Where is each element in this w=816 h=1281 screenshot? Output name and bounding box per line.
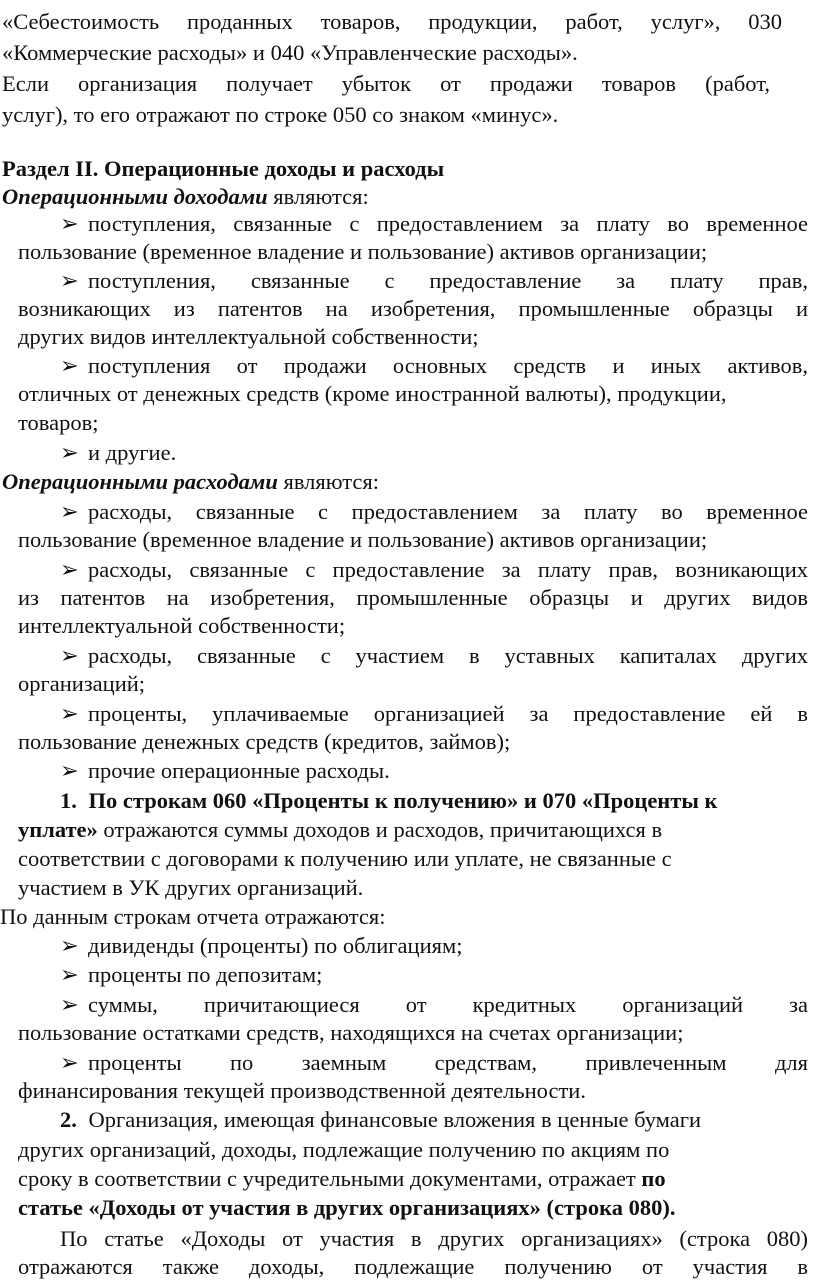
list-item [60,961,322,989]
subheading-rest: являются: [267,184,369,209]
list-item [60,991,808,1019]
text-line: товаров; [18,410,99,435]
arrow-bullet-icon: ➢ [60,557,79,582]
text-line: По данным строкам отчета отражаются: [0,904,386,929]
list-item-text: проценты, уплачиваемые организацией за предоставление ей в [88,701,808,726]
arrow-bullet-icon: ➢ [60,268,79,293]
text-line: «Себестоимость проданных товаров, продукции, работ, услуг», 030 [2,9,782,34]
list-item-text: проценты по депозитам; [88,962,323,987]
text-line: отличных от денежных средств (кроме иностранной валюты), продукции, [18,381,727,406]
text-line [18,816,662,844]
arrow-bullet-icon: ➢ [60,643,79,668]
arrow-bullet-icon: ➢ [60,933,79,958]
text-rest: отражаются суммы доходов и расходов, причитающихся в [97,817,663,842]
list-item [60,352,808,380]
arrow-bullet-icon: ➢ [60,499,79,524]
list-item [60,498,808,526]
arrow-bullet-icon: ➢ [60,211,79,236]
text-line: участием в УК других организаций. [18,875,364,900]
text-line: отражаются также доходы, подлежащие получению от участия в [18,1254,808,1279]
list-item-text: расходы, связанные с предоставлением за плату во временное [88,499,808,524]
arrow-bullet-icon: ➢ [60,440,79,465]
list-item [60,932,462,960]
bold-term: уплате» [18,817,98,842]
text-line: организаций; [18,671,146,696]
list-item-text: поступления, связанные с предоставление за плату прав, [88,268,808,293]
text-line: соответствии с договорами к получению или уплате, не связанные с [18,846,672,871]
list-item [60,210,808,238]
subheading-rest: являются: [277,469,379,494]
arrow-bullet-icon: ➢ [60,1050,79,1075]
arrow-bullet-icon: ➢ [60,992,79,1017]
subheading-line [2,468,379,496]
list-item-text: расходы, связанные с участием в уставных капиталах других [88,643,808,668]
text-line: возникающих из патентов на изобретения, промышленные образцы и [18,296,808,321]
list-item [60,757,390,785]
numbered-item [60,1106,701,1134]
text-line: других организаций, доходы, подлежащие получению по акциям по [18,1137,670,1162]
item-heading-text: По строкам 060 «Проценты к получению» и 070 «Проценты к [88,788,718,813]
text-line: пользование остатками средств, находящихся на счетах организации; [18,1020,684,1045]
arrow-bullet-icon: ➢ [60,353,79,378]
text-line: пользование (временное владение и пользование) активов организации; [18,527,708,552]
text-line: пользование денежных средств (кредитов, займов); [18,729,511,754]
text-line: из патентов на изобретения, промышленные образцы и других видов [18,585,808,610]
text-line: финансирования текущей производственной деятельности. [18,1078,586,1103]
list-item [60,439,176,467]
list-item [60,267,808,295]
text-line: По статье «Доходы от участия в других организациях» (строка 080) [60,1226,808,1251]
bold-line: статье «Доходы от участия в других организациях» (строка 080). [18,1195,676,1220]
subheading-line [2,183,369,211]
list-item [60,1049,808,1077]
item-number: 1. [60,788,77,813]
list-item-text: дивиденды (проценты) по облигациям; [88,933,463,958]
text-line [18,1165,666,1193]
list-item [60,642,808,670]
list-item [60,556,808,584]
text-line: «Коммерческие расходы» и 040 «Управленческие расходы». [2,40,578,65]
operating-expenses-term: Операционными расходами [2,469,278,494]
list-item-text: прочие операционные расходы. [88,758,390,783]
item-number: 2. [60,1107,77,1132]
list-item-text: поступления, связанные с предоставлением за плату во временное [88,211,808,236]
list-item-text: расходы, связанные с предоставление за плату прав, возникающих [88,557,808,582]
numbered-item-heading [60,787,717,815]
text-line: других видов интеллектуальной собственности; [18,324,479,349]
arrow-bullet-icon: ➢ [60,758,79,783]
bold-term: по [641,1166,666,1191]
text-line: пользование (временное владение и пользование) активов организации; [18,239,708,264]
list-item-text: проценты по заемным средствам, привлеченным для [88,1050,808,1075]
list-item-text: и другие. [88,440,177,465]
text-line: Если организация получает убыток от продажи товаров (работ, [2,71,770,96]
text-start: сроку в соответствии с учредительными документами, отражает [18,1166,642,1191]
section-heading: Раздел II. Операционные доходы и расходы [2,156,445,181]
text-line: услуг), то его отражают по строке 050 со знаком «минус». [2,102,559,127]
list-item-text: поступления от продажи основных средств и иных активов, [88,353,808,378]
operating-income-term: Операционными доходами [2,184,268,209]
text-line: интеллектуальной собственности; [18,613,346,638]
item-text: Организация, имеющая финансовые вложения в ценные бумаги [88,1107,701,1132]
arrow-bullet-icon: ➢ [60,701,79,726]
arrow-bullet-icon: ➢ [60,962,79,987]
list-item [60,700,808,728]
list-item-text: суммы, причитающиеся от кредитных организаций за [88,992,808,1017]
